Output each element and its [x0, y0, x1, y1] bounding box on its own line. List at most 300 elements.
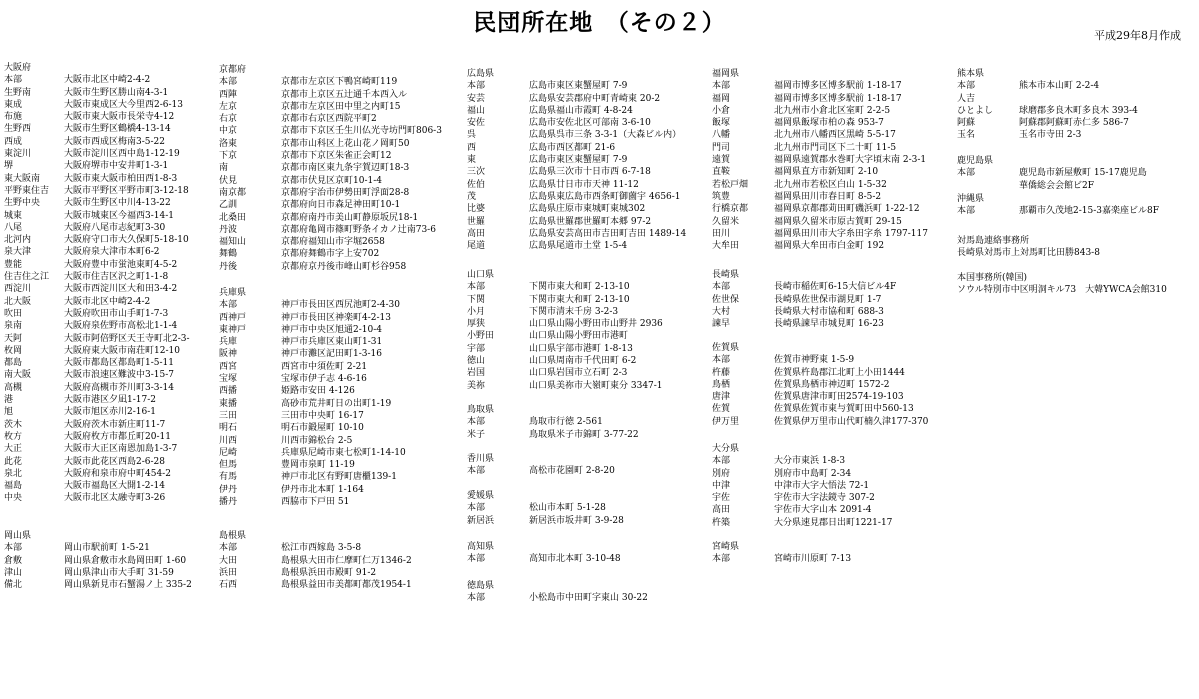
- office-name: 西淀川: [4, 284, 32, 295]
- office-name: 高槻: [4, 382, 23, 393]
- office-row: [4, 197, 214, 209]
- office-name: 久留米: [712, 216, 740, 227]
- office-name: 徳山: [467, 356, 486, 367]
- region-title: 福岡県: [712, 69, 740, 79]
- office-row: [712, 468, 954, 480]
- region-block-kagoshima: [957, 155, 1194, 192]
- office-address: 大阪市生野区勝山南4-3-1: [64, 87, 169, 98]
- office-row: [712, 216, 954, 228]
- office-name: 三次: [467, 167, 486, 178]
- office-name: 西陣: [219, 89, 238, 100]
- office-name: 明石: [219, 423, 238, 434]
- office-name: 堺: [4, 161, 14, 172]
- region-block-tokushima: [467, 580, 759, 605]
- region-block-tsushima: [957, 235, 1187, 260]
- office-address: 大阪市北区中崎2-4-2: [64, 296, 151, 307]
- office-row: [467, 330, 759, 342]
- office-name: 人吉: [957, 93, 976, 104]
- office-row: [219, 299, 464, 311]
- office-row: [712, 93, 954, 105]
- office-name: 本部: [712, 282, 731, 293]
- office-address: 川西市錦松台 2-5: [281, 435, 353, 446]
- office-name: 杵藤: [712, 367, 731, 378]
- office-name: 遠賀: [712, 155, 731, 166]
- office-name: 伊丹: [219, 484, 238, 495]
- office-row: [712, 379, 954, 391]
- office-address: 広島県東広島市西条町御薗宇 4656-1: [529, 191, 681, 202]
- office-address: 福岡県京都郡苅田町磯浜町 1-22-12: [774, 204, 920, 215]
- office-name: 北河内: [4, 235, 32, 246]
- office-name: 諫早: [712, 319, 731, 330]
- office-row: [712, 306, 954, 318]
- office-name: 天阿: [4, 333, 23, 344]
- office-address: 大阪市大正区南恩加島1-3-7: [64, 444, 178, 455]
- office-row: [712, 166, 954, 178]
- office-row: [219, 422, 464, 434]
- office-row: [219, 579, 464, 591]
- region-block-oita: [712, 443, 954, 529]
- office-name: 飯塚: [712, 118, 731, 129]
- office-name: 本部: [467, 593, 486, 604]
- office-name: 八尾: [4, 222, 23, 233]
- office-address: 大阪市福島区大開1-2-14: [64, 481, 165, 492]
- office-row: [4, 419, 214, 431]
- office-address: 大阪市旭区赤川2-16-1: [64, 407, 156, 418]
- office-address: 大阪市西淀川区大和田3-4-2: [64, 284, 178, 295]
- office-name: 津山: [4, 567, 23, 578]
- office-name: 比婆: [467, 204, 486, 215]
- office-name: 北大阪: [4, 296, 32, 307]
- office-row: [219, 484, 464, 496]
- office-name: 泉南: [4, 321, 23, 332]
- office-address: 大阪市港区夕凪1-17-2: [64, 395, 156, 406]
- office-address: 兵庫県尼崎市東七松町1-14-10: [281, 447, 406, 458]
- office-address: 広島県尾道市土堂 1-5-4: [529, 241, 628, 252]
- office-address: 大阪市東大阪市長栄寺4-12: [64, 112, 175, 123]
- office-name: 別府: [712, 468, 731, 479]
- office-address: 広島県廿日市市天神 11-12: [529, 179, 639, 190]
- office-address: 長崎県大村市協和町 688-3: [774, 306, 884, 317]
- office-name: 尾道: [467, 241, 486, 252]
- office-address: 長崎県佐世保市湖見町 1-7: [774, 294, 882, 305]
- office-address: 大阪市北区中崎2-4-2: [64, 75, 151, 86]
- office-row: [4, 234, 214, 246]
- office-row: [4, 246, 214, 258]
- office-row: [712, 105, 954, 117]
- office-row: [219, 224, 464, 236]
- office-address: 玉名市寺田 2-3: [1019, 130, 1082, 141]
- office-row: [4, 222, 214, 234]
- office-row: [4, 308, 214, 320]
- office-row: [957, 180, 1194, 192]
- office-address: 大分市東浜 1-8-3: [774, 456, 846, 467]
- office-name: 佐伯: [467, 179, 486, 190]
- office-name: 美祢: [467, 380, 486, 391]
- office-address: 広島市安佐北区可部南 3-6-10: [529, 118, 651, 129]
- office-name: 左京: [219, 101, 238, 112]
- office-name: 世羅: [467, 216, 486, 227]
- office-address: 福岡県直方市新知町 2-10: [774, 167, 879, 178]
- office-address: 明石市鍛屋町 10-10: [281, 423, 364, 434]
- office-name: 安芸: [467, 93, 486, 104]
- office-name: 港: [4, 395, 14, 406]
- office-name: 直鞍: [712, 167, 731, 178]
- office-address: 長崎県対馬市上対馬町比田勝843-8: [957, 248, 1100, 259]
- office-address: 大阪市北区太融寺町3-26: [64, 493, 166, 504]
- office-address: 大阪市城東区今福西3-14-1: [64, 210, 174, 221]
- office-address: 大阪市此花区西島2-6-28: [64, 456, 165, 467]
- office-row: [219, 471, 464, 483]
- office-name: 東神戸: [219, 324, 247, 335]
- office-address: 京都府京丹後市峰山町杉谷958: [281, 261, 407, 272]
- office-row: [219, 385, 464, 397]
- office-name: 丹波: [219, 224, 238, 235]
- office-address: 大阪府守口市大久保町5-18-10: [64, 235, 189, 246]
- office-address: 大阪市西成区梅南3-5-22: [64, 136, 165, 147]
- office-row: [219, 312, 464, 324]
- office-name: 宇佐: [712, 493, 731, 504]
- office-address: 広島県安芸郡府中町青崎東 20-2: [529, 93, 661, 104]
- office-row: [219, 567, 464, 579]
- region-title: 山口県: [467, 270, 495, 280]
- office-row: [4, 259, 214, 271]
- office-name: 東大阪南: [4, 173, 41, 184]
- region-block-kyoto: [219, 64, 464, 273]
- region-block-korea: [957, 272, 1189, 297]
- office-row: [4, 160, 214, 172]
- office-address: 大阪市生野区中川4-13-22: [64, 198, 171, 209]
- office-name: 生野中央: [4, 198, 41, 209]
- office-name: 南京都: [219, 187, 247, 198]
- office-address: 岡山県倉敷市水島岡田町 1-60: [64, 555, 187, 566]
- office-name: 本部: [467, 503, 486, 514]
- region-title: 長崎県: [712, 270, 740, 280]
- office-address: 福岡県田川市春日町 8-5-2: [774, 191, 882, 202]
- office-name: 東播: [219, 398, 238, 409]
- office-address: 大阪府枚方市都丘町20-11: [64, 431, 171, 442]
- office-name: 下関: [467, 294, 486, 305]
- office-name: 尼崎: [219, 447, 238, 458]
- office-name: 阿蘇: [957, 118, 976, 129]
- office-address: 鳥取市行徳 2-561: [529, 417, 603, 428]
- office-address: 球磨郡多良木町多良木 393-4: [1019, 105, 1138, 116]
- office-row: [712, 367, 954, 379]
- region-block-osaka: [4, 62, 214, 505]
- office-row: [219, 125, 464, 137]
- office-address: 神戸市長田区神楽町4-2-13: [281, 312, 391, 323]
- office-name: 本部: [467, 417, 486, 428]
- office-name: 東淀川: [4, 149, 32, 160]
- office-address: 下関市東大和町 2-13-10: [529, 294, 630, 305]
- office-address: 京都府福知山市字堀2658: [281, 237, 385, 248]
- office-row: [219, 76, 464, 88]
- office-row: [219, 138, 464, 150]
- office-name: 岩国: [467, 368, 486, 379]
- office-address: 松山市本町 5-1-28: [529, 503, 606, 514]
- office-name: 本部: [957, 206, 976, 217]
- office-address: 大阪府八尾市志紀町3-30: [64, 222, 166, 233]
- office-name: 高田: [467, 228, 486, 239]
- office-name: 本部: [712, 554, 731, 565]
- office-row: [219, 113, 464, 125]
- office-name: 三田: [219, 410, 238, 421]
- office-address: 神戸市中央区旭通2-10-4: [281, 324, 382, 335]
- region-block-okayama: [4, 530, 214, 591]
- office-address: 福岡市博多区博多駅前 1-18-17: [774, 93, 902, 104]
- office-address: 中津市大字大悟法 72-1: [774, 480, 870, 491]
- office-row: [4, 333, 214, 345]
- office-row: [219, 348, 464, 360]
- office-name: 枚方: [4, 431, 23, 442]
- office-name: 南: [219, 163, 229, 174]
- office-row: [4, 210, 214, 222]
- office-name: 西宮: [219, 361, 238, 372]
- office-address: 福岡県遠賀郡水巻町大字頃末南 2-3-1: [774, 155, 927, 166]
- office-address: 島根県益田市美都町都茂1954-1: [281, 580, 412, 591]
- office-address: 姫路市安田 4-126: [281, 386, 355, 397]
- office-address: ソウル特別市中区明洞キル73 大韓YWCA会館310: [957, 285, 1167, 296]
- office-row: [219, 435, 464, 447]
- office-name: 但馬: [219, 460, 238, 471]
- office-row: [712, 179, 954, 191]
- office-row: [712, 117, 954, 129]
- office-row: [957, 247, 1187, 259]
- region-title: 愛媛県: [467, 491, 495, 501]
- office-address: [1019, 93, 1194, 105]
- office-row: [219, 175, 464, 187]
- office-address: 大阪市東成区大今里西2-6-13: [64, 99, 183, 110]
- office-name: 本部: [712, 355, 731, 366]
- office-address: 岡山市駅前町 1-5-21: [64, 543, 150, 554]
- office-address: 山口県周南市千代田町 6-2: [529, 356, 637, 367]
- office-row: [4, 185, 214, 197]
- office-address: 京都市南区東九条宇賀辺町18-3: [281, 163, 410, 174]
- office-row: [957, 105, 1194, 117]
- office-name: 吹田: [4, 308, 23, 319]
- region-title: 高知県: [467, 542, 495, 552]
- office-row: [219, 187, 464, 199]
- office-row: [712, 281, 954, 293]
- office-name: 大正: [4, 444, 23, 455]
- office-row: [4, 456, 214, 468]
- office-name: 唐津: [712, 392, 731, 403]
- office-row: [219, 212, 464, 224]
- office-row: [219, 101, 464, 113]
- office-name: 西神戸: [219, 312, 247, 323]
- region-block-miyazaki: [712, 541, 954, 566]
- office-row: [712, 416, 954, 428]
- office-name: 中津: [712, 480, 731, 491]
- office-name: 福岡: [712, 93, 731, 104]
- office-name: 八幡: [712, 130, 731, 141]
- office-name: 玉名: [957, 130, 976, 141]
- region-title: 兵庫県: [219, 288, 247, 298]
- office-row: [4, 123, 214, 135]
- region-title: 大阪府: [4, 63, 32, 73]
- office-name: 新居浜: [467, 515, 495, 526]
- office-row: [712, 492, 954, 504]
- office-row: [219, 373, 464, 385]
- office-address: 伊丹市北本町 1-164: [281, 484, 364, 495]
- office-row: [4, 567, 214, 579]
- office-name: 佐世保: [712, 294, 740, 305]
- office-row: [219, 236, 464, 248]
- office-name: 本部: [957, 168, 976, 179]
- office-address: 京都府南丹市美山町静原坂尻18-1: [281, 212, 419, 223]
- office-name: 丹後: [219, 261, 238, 272]
- office-address: 大阪市東大阪市柏田西1-8-3: [64, 173, 178, 184]
- office-name: 泉大津: [4, 247, 32, 258]
- office-address: 山口県山陽小野田市山野井 2936: [529, 319, 663, 330]
- office-row: [4, 382, 214, 394]
- office-address: 京都府宇治市伊勢田町浮面28-8: [281, 187, 410, 198]
- office-name: 福知山: [219, 237, 247, 248]
- office-name: 安佐: [467, 118, 486, 129]
- office-row: [4, 296, 214, 308]
- office-address: 佐賀県佐賀市東与賀町田中560-13: [774, 404, 914, 415]
- office-address: 京都市下京区壬生川仏光寺坊門町806-3: [281, 126, 442, 137]
- office-row: [4, 394, 214, 406]
- office-name: 小月: [467, 306, 486, 317]
- office-row: [957, 284, 1189, 296]
- office-name: 西成: [4, 136, 23, 147]
- office-name: 下京: [219, 151, 238, 162]
- office-row: [4, 443, 214, 455]
- region-title: 宮崎県: [712, 542, 740, 552]
- office-address: 神戸市兵庫区東山町1-31: [281, 337, 383, 348]
- office-name: 倉敷: [4, 555, 23, 566]
- office-name: 枚岡: [4, 345, 23, 356]
- office-address: 北九州市小倉北区室町 2-2-5: [774, 105, 891, 116]
- office-row: [219, 361, 464, 373]
- office-address: 西宮市中須佐町 2-21: [281, 361, 368, 372]
- office-address: 大阪府高槻市芥川町3-3-14: [64, 382, 174, 393]
- office-row: [4, 406, 214, 418]
- office-address: 大阪市浪速区難波中3-15-7: [64, 370, 174, 381]
- region-title: 対馬島連絡事務所: [957, 236, 1030, 246]
- office-address: 広島県世羅郡世羅町本郷 97-2: [529, 216, 652, 227]
- office-row: [957, 129, 1194, 141]
- office-row: [4, 357, 214, 369]
- office-row: [4, 345, 214, 357]
- office-name: 川西: [219, 435, 238, 446]
- office-row: [219, 199, 464, 211]
- office-row: [467, 592, 759, 604]
- office-name: 南大阪: [4, 370, 32, 381]
- office-address: 大阪府堺市中安井町1-3-1: [64, 161, 169, 172]
- office-name: 中央: [4, 493, 23, 504]
- office-address: 下関市清末千房 3-2-3: [529, 306, 619, 317]
- office-row: [712, 191, 954, 203]
- page-title: 民団所在地 （その２）: [473, 9, 726, 36]
- office-name: 門司: [712, 142, 731, 153]
- office-address: 京都市左京区下鴨宮崎町119: [281, 77, 398, 88]
- office-row: [4, 99, 214, 111]
- region-title: 徳島県: [467, 581, 495, 591]
- office-row: [712, 455, 954, 467]
- office-name: ひとよし: [957, 105, 994, 116]
- office-row: [712, 354, 954, 366]
- office-row: [712, 480, 954, 492]
- office-row: [4, 468, 214, 480]
- office-address: 京都府舞鶴市字上安702: [281, 249, 380, 260]
- office-address: 山口県岩国市立石町 2-3: [529, 368, 628, 379]
- office-row: [712, 553, 954, 565]
- office-address: 広島県安芸高田市吉田町吉田 1489-14: [529, 228, 687, 239]
- region-title: 香川県: [467, 454, 495, 464]
- office-address: 大阪府東大阪市南荘町12-10: [64, 345, 180, 356]
- office-row: [4, 369, 214, 381]
- office-row: [219, 336, 464, 348]
- office-address: 福岡市博多区博多駅前 1-18-17: [774, 81, 902, 92]
- region-title: 鹿児島県: [957, 156, 994, 166]
- office-name: 本部: [219, 300, 238, 311]
- office-row: [4, 111, 214, 123]
- office-address: 長崎市稲佐町6-15大信ビル4F: [774, 282, 897, 293]
- office-row: [4, 136, 214, 148]
- office-row: [219, 555, 464, 567]
- office-name: 生野南: [4, 87, 32, 98]
- office-row: [957, 80, 1194, 92]
- office-name: 大村: [712, 306, 731, 317]
- office-row: [4, 283, 214, 295]
- office-row: [219, 261, 464, 273]
- office-address: 佐賀市神野東 1-5-9: [774, 355, 855, 366]
- office-row: [712, 403, 954, 415]
- office-name: 生野西: [4, 124, 32, 135]
- office-row: [219, 89, 464, 101]
- office-name: 備北: [4, 580, 23, 591]
- office-name: 米子: [467, 429, 486, 440]
- office-address: 大阪府泉大津市本町6-2: [64, 247, 160, 258]
- office-address: 京都市下京区朱雀正会町12: [281, 151, 392, 162]
- office-row: [712, 318, 954, 330]
- office-name: 乙訓: [219, 200, 238, 211]
- office-address: 宇佐市大字法鏡寺 307-2: [774, 493, 875, 504]
- office-address: 広島市東区東蟹屋町 7-9: [529, 155, 628, 166]
- office-address: 熊本市本山町 2-2-4: [1019, 81, 1100, 92]
- office-row: [712, 517, 954, 529]
- office-address: 京都府向日市森足神田町10-1: [281, 200, 401, 211]
- office-address: 大阪市住吉区沢之町1-1-8: [64, 272, 169, 283]
- office-row: [712, 154, 954, 166]
- office-name: 本部: [712, 456, 731, 467]
- office-row: [4, 431, 214, 443]
- office-row: [4, 148, 214, 160]
- office-name: 小倉: [712, 105, 731, 116]
- office-name: 有馬: [219, 472, 238, 483]
- office-name: 城東: [4, 210, 23, 221]
- office-address: 大阪市淀川区西中島1-12-19: [64, 149, 180, 160]
- office-row: [4, 173, 214, 185]
- office-address: 広島県福山市霞町 4-8-24: [529, 105, 633, 116]
- office-name: 右京: [219, 114, 238, 125]
- office-name: 宝塚: [219, 374, 238, 385]
- office-name: 布施: [4, 112, 23, 123]
- office-name: 大牟田: [712, 241, 740, 252]
- office-name: 本部: [467, 554, 486, 565]
- office-address: 大阪市生野区鶴橋4-13-14: [64, 124, 171, 135]
- office-name: 阪神: [219, 349, 238, 360]
- office-address: 宝塚市伊子志 4-6-16: [281, 374, 367, 385]
- office-name: 本部: [4, 75, 23, 86]
- office-name: 本部: [219, 77, 238, 88]
- office-address: 京都府亀岡市篠町野条イカノ辻南73-6: [281, 224, 436, 235]
- office-address: 広島県呉市三条 3-3-1（大森ビル内）: [529, 130, 682, 141]
- office-name: 筑豊: [712, 191, 731, 202]
- office-address: 松江市西嫁島 3-5-8: [281, 543, 362, 554]
- office-name: 都島: [4, 358, 23, 369]
